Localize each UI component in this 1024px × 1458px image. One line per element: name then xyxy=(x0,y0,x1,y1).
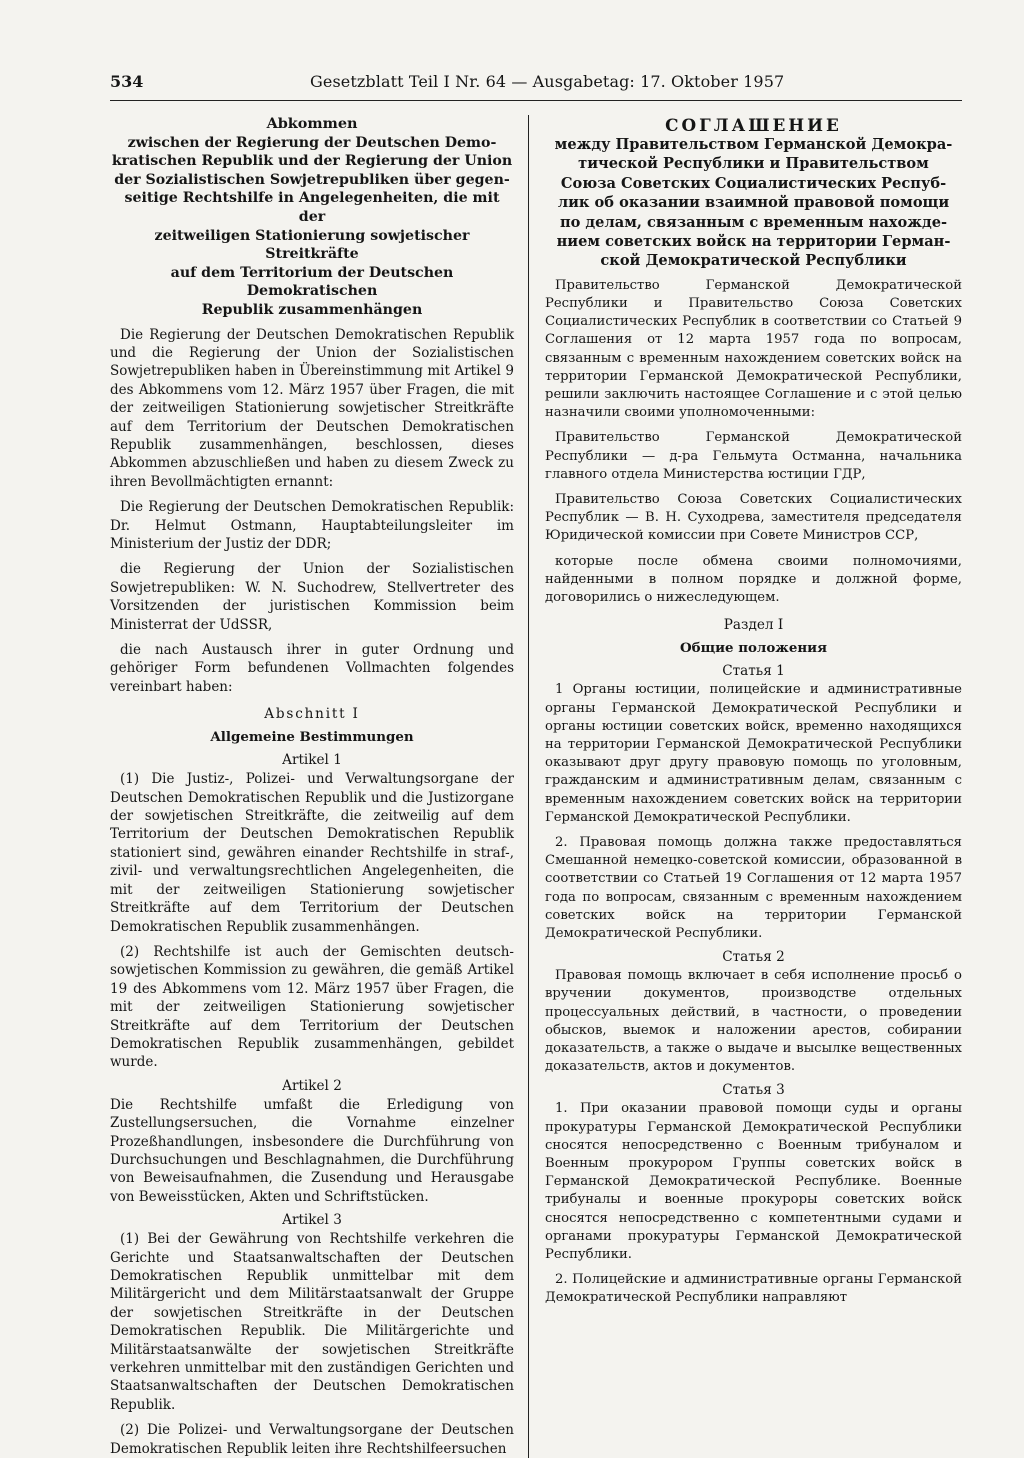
german-section-title: Abschnitt I xyxy=(264,706,360,723)
title-line: Abkommen xyxy=(266,115,358,132)
title-line: zwischen der Regierung der Deutschen Demo- xyxy=(127,134,497,151)
german-article-1-para-1: (1) Die Justiz-, Polizei- und Verwaltungsorgane der Deutschen Demokratischen Republik und die Justizorgane der sowjetischen Streitkräfte, die zeitweilig auf dem Territorium der Deutschen Demokratischen Republik stationiert sind, gewähren einander Rechtshilfe in straf-, zivil- und verwaltungsrechtlichen Angelegenheiten, die mit der zeitweiligen Stationierung sowjetischer Streitkräfte auf dem Territorium der Deutschen Demokratischen Republik zusammenhängen. xyxy=(110,771,514,935)
german-preamble: Die Regierung der Deutschen Demokratischen Republik und die Regierung der Union der Sozialistischen Sowjetrepubliken haben in Übereinstimmung mit Artikel 9 des Abkommens vom 12. März 1957 über Fragen, die mit der zeitweiligen Stationierung sowjetischer Streitkräfte auf dem Territorium der Deutschen Demokratischen Republik zusammenhängen, beschlossen, dieses Abkommen abzuschließen und haben zu diesem Zweck zu ihren Bevollmächtigten ernannt: xyxy=(110,326,514,490)
page-header xyxy=(110,72,962,101)
german-agreement-clause: die nach Austausch ihrer in guter Ordnung und gehöriger Form befundenen Vollmachten folgendes vereinbart haben: xyxy=(110,642,514,695)
title-line: zeitweiligen Stationierung sowjetischer Streitkräfte xyxy=(154,227,470,263)
german-article-1-para-2: (2) Rechtshilfe ist auch der Gemischten deutsch-sowjetischen Kommission zu gewähren, die gemäß Artikel 19 des Abkommens vom 12. März 1957 über Fragen, die mit der zeitweiligen Stationierung sowjetischer Streitkräfte auf dem Territorium der Deutschen Demokratischen Republik zusammenhängen, gebildet wurde. xyxy=(110,943,514,1071)
russian-article-1-para-2: 2. Правовая помощь должна также предоставляться Смешанной немецко-советской комиссии, образованной в соответствии со Статьей 19 Соглашения от 12 марта 1957 года по вопросам, связанным с временным нахождением советских войск на территории Германской Демократической Республики. xyxy=(545,834,962,941)
russian-section-subtitle: Общие положения xyxy=(680,640,827,657)
title-line: СОГЛАШЕНИЕ xyxy=(665,115,842,135)
russian-article-3-title: Статья 3 xyxy=(722,1082,785,1099)
german-article-1-title: Artikel 1 xyxy=(282,752,342,769)
title-line: ской Демократической Республики xyxy=(600,252,907,270)
russian-agreement-title xyxy=(545,115,962,271)
german-article-3-title: Artikel 3 xyxy=(282,1212,342,1229)
russian-article-3-para-2: 2. Полицейские и административные органы Германской Демократической Республики направляют xyxy=(545,1272,962,1306)
german-plenipotentiary-gdr: Die Regierung der Deutschen Demokratischen Republik: Dr. Helmut Ostmann, Hauptabteilungsleiter im Ministerium der Justiz der DDR; xyxy=(110,499,514,552)
german-article-2-para-1: Die Rechtshilfe umfaßt die Erledigung von Zustellungsersuchen, die Vornahme einzelner Prozeßhandlungen, insbesondere die Durchführung von Durchsuchungen und Beschlagnahmen, die Durchführung von Beweisaufnahmen, die Zusendung und Herausgabe von Beweisstücken, Akten und Schriftstücken. xyxy=(110,1096,514,1205)
russian-article-1-para-1: 1 Органы юстиции, полицейские и административные органы Германской Демократической Республики и органы юстиции советских войск, временно находящихся на территории Германской Демократической Республики оказывают друг другу правовую помощь по уголовным, гражданским и административным делам, связанным с временным нахождением советских войск на территории Германской Демократической Республики. xyxy=(545,682,962,825)
title-line: seitige Rechtshilfe in Angelegenheiten, die mit der xyxy=(124,190,500,225)
german-plenipotentiary-ussr: die Regierung der Union der Sozialistischen Sowjetrepubliken: W. N. Suchodrew, Stellvertreter des Vorsitzenden der juristischen Kommission beim Ministerrat der UdSSR, xyxy=(110,561,514,633)
russian-section-title: Раздел I xyxy=(723,617,784,634)
german-column xyxy=(110,115,528,1458)
russian-agreement-clause: которые после обмена своими полномочиями, найденными в полном порядке и должной форме, договорились о нижеследующем. xyxy=(545,553,962,606)
gazette-header-title: Gesetzblatt Teil I Nr. 64 — Ausgabetag: 17. Oktober 1957 xyxy=(310,72,785,91)
german-article-2-title: Artikel 2 xyxy=(282,1077,342,1094)
german-article-3-para-1: (1) Bei der Gewährung von Rechtshilfe verkehren die Gerichte und Staatsanwaltschaften der Deutschen Demokratischen Republik unmittelbar mit dem Militärgericht und dem Militärstaatsanwalt der Gruppe der sowjetischen Streitkräfte in der Deutschen Demokratischen Republik. Die Militärgerichte und Militärstaatsanwälte der sowjetischen Streitkräfte verkehren unmittelbar mit den zuständigen Gerichten und Staatsanwaltschaften der Deutschen Demokratischen Republik. xyxy=(110,1231,514,1413)
title-line: между Правительством Германской Демокра- xyxy=(554,136,953,153)
german-section-subtitle: Allgemeine Bestimmungen xyxy=(210,729,414,746)
title-line: нием советских войск на территории Герман- xyxy=(556,233,951,251)
title-line: der Sozialistischen Sowjetrepubliken über gegen- xyxy=(114,171,510,188)
title-line: лик об оказании взаимной правовой помощи xyxy=(557,194,950,212)
russian-preamble: Правительство Германской Демократической Республики и Правительство Союза Советских Социалистических Республик в соответствии со Статьей 9 Соглашения от 12 марта 1957 года по вопросам, связанным с временным нахождением советских войск на территории Германской Демократической Республики, решили заключить настоящее Соглашение и с этой целью назначили своими уполномоченными: xyxy=(545,277,962,421)
title-line: kratischen Republik und der Regierung der Union xyxy=(111,153,513,170)
russian-column xyxy=(528,115,962,1458)
russian-article-2-title: Статья 2 xyxy=(722,949,785,966)
title-line: тической Республики и Правительством xyxy=(578,155,929,173)
title-line: auf dem Territorium der Deutschen Demokratischen xyxy=(170,264,454,300)
german-article-3-para-2: (2) Die Polizei- und Verwaltungsorgane der Deutschen Demokratischen Republik leiten ihre Rechtshilfeersuchen xyxy=(110,1422,514,1457)
german-agreement-title xyxy=(110,115,514,320)
russian-plenipotentiary-gdr: Правительство Германской Демократической Республики — д-ра Гельмута Остманна, начальника главного отдела Министерства юстиции ГДР, xyxy=(545,430,962,482)
russian-article-1-title: Статья 1 xyxy=(722,663,785,680)
russian-article-2-para-1: Правовая помощь включает в себя исполнение просьб о вручении документов, производстве отдельных процессуальных действий, в частности, о проведении обысков, выемок и наложении арестов, собирании доказательств, а также о выдаче и высылке вещественных доказательств, актов и документов. xyxy=(545,968,962,1075)
russian-article-3-para-1: 1. При оказании правовой помощи суды и органы прокуратуры Германской Демократической Республики сносятся непосредственно с Военным трибуналом и Военным прокурором Группы советских войск в Германской Демократической Республике. Военные трибуналы и военные прокуроры советских войск сносятся непосредственно с компетентными судами и органами прокуратуры Германской Демократической Республики. xyxy=(545,1101,962,1262)
title-line: Republik zusammenhängen xyxy=(201,301,423,318)
page-number: 534 xyxy=(110,72,144,91)
russian-plenipotentiary-ussr: Правительство Союза Советских Социалистических Республик — В. Н. Суходрева, заместителя председателя Юридической комиссии при Совете Министров ССР, xyxy=(545,492,962,544)
two-column-body xyxy=(110,115,962,1458)
title-line: по делам, связанным с временным нахожде- xyxy=(559,213,948,231)
title-line: Союза Советских Социалистических Респуб- xyxy=(560,174,947,192)
